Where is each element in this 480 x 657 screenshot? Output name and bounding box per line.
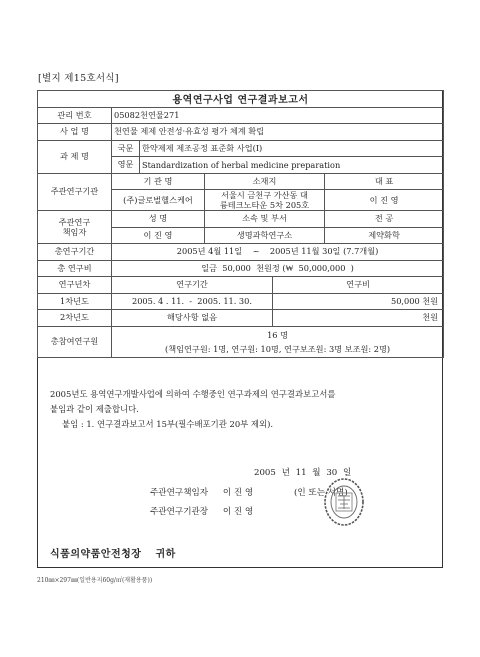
form-number-label: [별지 제15호서식]: [38, 73, 119, 84]
mgmt-no-value: 05082천연물271: [112, 107, 444, 124]
statement-line1: 2005년도 용역연구개발사업에 의하여 수행중인 연구과제의 연구결과보고서를: [50, 389, 336, 399]
pi-label-line2: 책임자: [62, 227, 87, 237]
pi-signature-line: [150, 486, 253, 498]
lead-org-label: 주관연구기관: [38, 173, 112, 211]
pi-dept-header: 소속 및 부서: [205, 211, 325, 228]
submission-statement: [50, 387, 434, 432]
pi-signature-name: 이 진 영: [222, 488, 254, 498]
paper-spec-footer: 210㎜×297㎜(일반용지60g/㎡(재활용품)): [37, 577, 153, 584]
stamp-note: (인 또는 서명): [294, 488, 348, 498]
pi-major-value: 제약화학: [325, 227, 444, 244]
task-eng-label: 영문: [112, 157, 140, 174]
pi-label: [38, 211, 112, 244]
pi-name-header: 성 명: [112, 211, 205, 228]
org-rep-value: 이 진 영: [325, 190, 444, 211]
recipient-name: 식품의약품안전청장: [50, 549, 142, 560]
org-addr-header: 소재지: [205, 173, 325, 190]
date-month: 11 월: [295, 468, 321, 478]
report-form-table: [37, 90, 444, 358]
period-value: 2005년 4월 11일 ~ 2005년 11월 30일 (7.7개월): [112, 244, 444, 261]
task-eng-value: Standardization of herbal medicine preparation: [140, 157, 444, 174]
org-rep-header: 대 표: [325, 173, 444, 190]
researchers-value: [112, 326, 444, 357]
org-name-header: 기 관 명: [112, 173, 205, 190]
cost-header: 연구비: [273, 277, 444, 294]
org-addr-line2: 륭테크노타운 5차 205호: [219, 200, 310, 210]
org-addr-line1: 서울시 금천구 가산동 대: [221, 190, 308, 200]
row-total-cost: [38, 260, 444, 277]
row-year1: [38, 293, 444, 310]
year2-period: 해당사항 없음: [112, 310, 273, 327]
year1-period: 2005. 4 . 11. - 2005. 11. 30.: [112, 293, 273, 310]
seal-stamp-icon: [322, 476, 366, 528]
row-task-kor: [38, 140, 444, 157]
researchers-label: 총참여연구원: [38, 326, 112, 357]
year2-cost: 천원: [273, 310, 444, 327]
row-researchers: [38, 326, 444, 357]
year1-cost: 50,000 천원: [273, 293, 444, 310]
recipient: [50, 545, 176, 560]
recipient-suffix: 귀하: [155, 549, 176, 560]
org-addr-value: [205, 190, 325, 211]
year2-label: 2차년도: [38, 310, 112, 327]
date-year: 2005 년: [254, 468, 290, 478]
head-signature-line: [150, 505, 253, 517]
date-day: 30 일: [326, 468, 352, 478]
task-label: 과 제 명: [38, 140, 112, 173]
pi-dept-value: 생명과학연구소: [205, 227, 325, 244]
year-header: 연구년차: [38, 277, 112, 294]
period-label: 총연구기간: [38, 244, 112, 261]
row-year-header: [38, 277, 444, 294]
researchers-detail: (책임연구원: 1명, 연구원: 10명, 연구보조원: 3명 보조원: 2명): [165, 343, 391, 354]
total-cost-value: 일금 50,000 천원정 (₩ 50,000,000 ): [112, 260, 444, 277]
statement-line2: 붙임과 같이 제출합니다.: [50, 404, 139, 414]
task-kor-value: 한약제제 제조공정 표준화 사업(I): [140, 140, 444, 157]
attachment-line: 붙임 : 1. 연구결과보고서 15부(필수배포기관 20부 제외).: [62, 419, 274, 429]
researchers-total: 16 명: [267, 329, 288, 340]
org-name-value: (주)글로벌헬스케어: [112, 190, 205, 211]
period-header: 연구기간: [112, 277, 273, 294]
row-year2: [38, 310, 444, 327]
row-period: [38, 244, 444, 261]
pi-major-header: 전 공: [325, 211, 444, 228]
year1-label: 1차년도: [38, 293, 112, 310]
mgmt-no-label: 관리 번호: [38, 107, 112, 124]
head-signature-title: 주관연구기관장: [150, 507, 209, 517]
row-mgmt-no: [38, 107, 444, 124]
doc-title: 용역연구사업 연구결과보고서: [38, 91, 444, 108]
row-org-header: [38, 173, 444, 190]
pi-label-line1: 주관연구: [58, 217, 91, 227]
project-name-value: 천연물 제제 안전성·유효성 평가 체계 확립: [112, 124, 444, 141]
head-signature-name: 이 진 영: [222, 507, 254, 517]
row-project-name: [38, 124, 444, 141]
row-pi-header: [38, 211, 444, 228]
project-name-label: 사 업 명: [38, 124, 112, 141]
title-row: [38, 91, 444, 108]
task-kor-label: 국문: [112, 140, 140, 157]
total-cost-label: 총 연구비: [38, 260, 112, 277]
pi-name-value: 이 진 영: [112, 227, 205, 244]
pi-signature-title: 주관연구책임자: [150, 488, 209, 498]
